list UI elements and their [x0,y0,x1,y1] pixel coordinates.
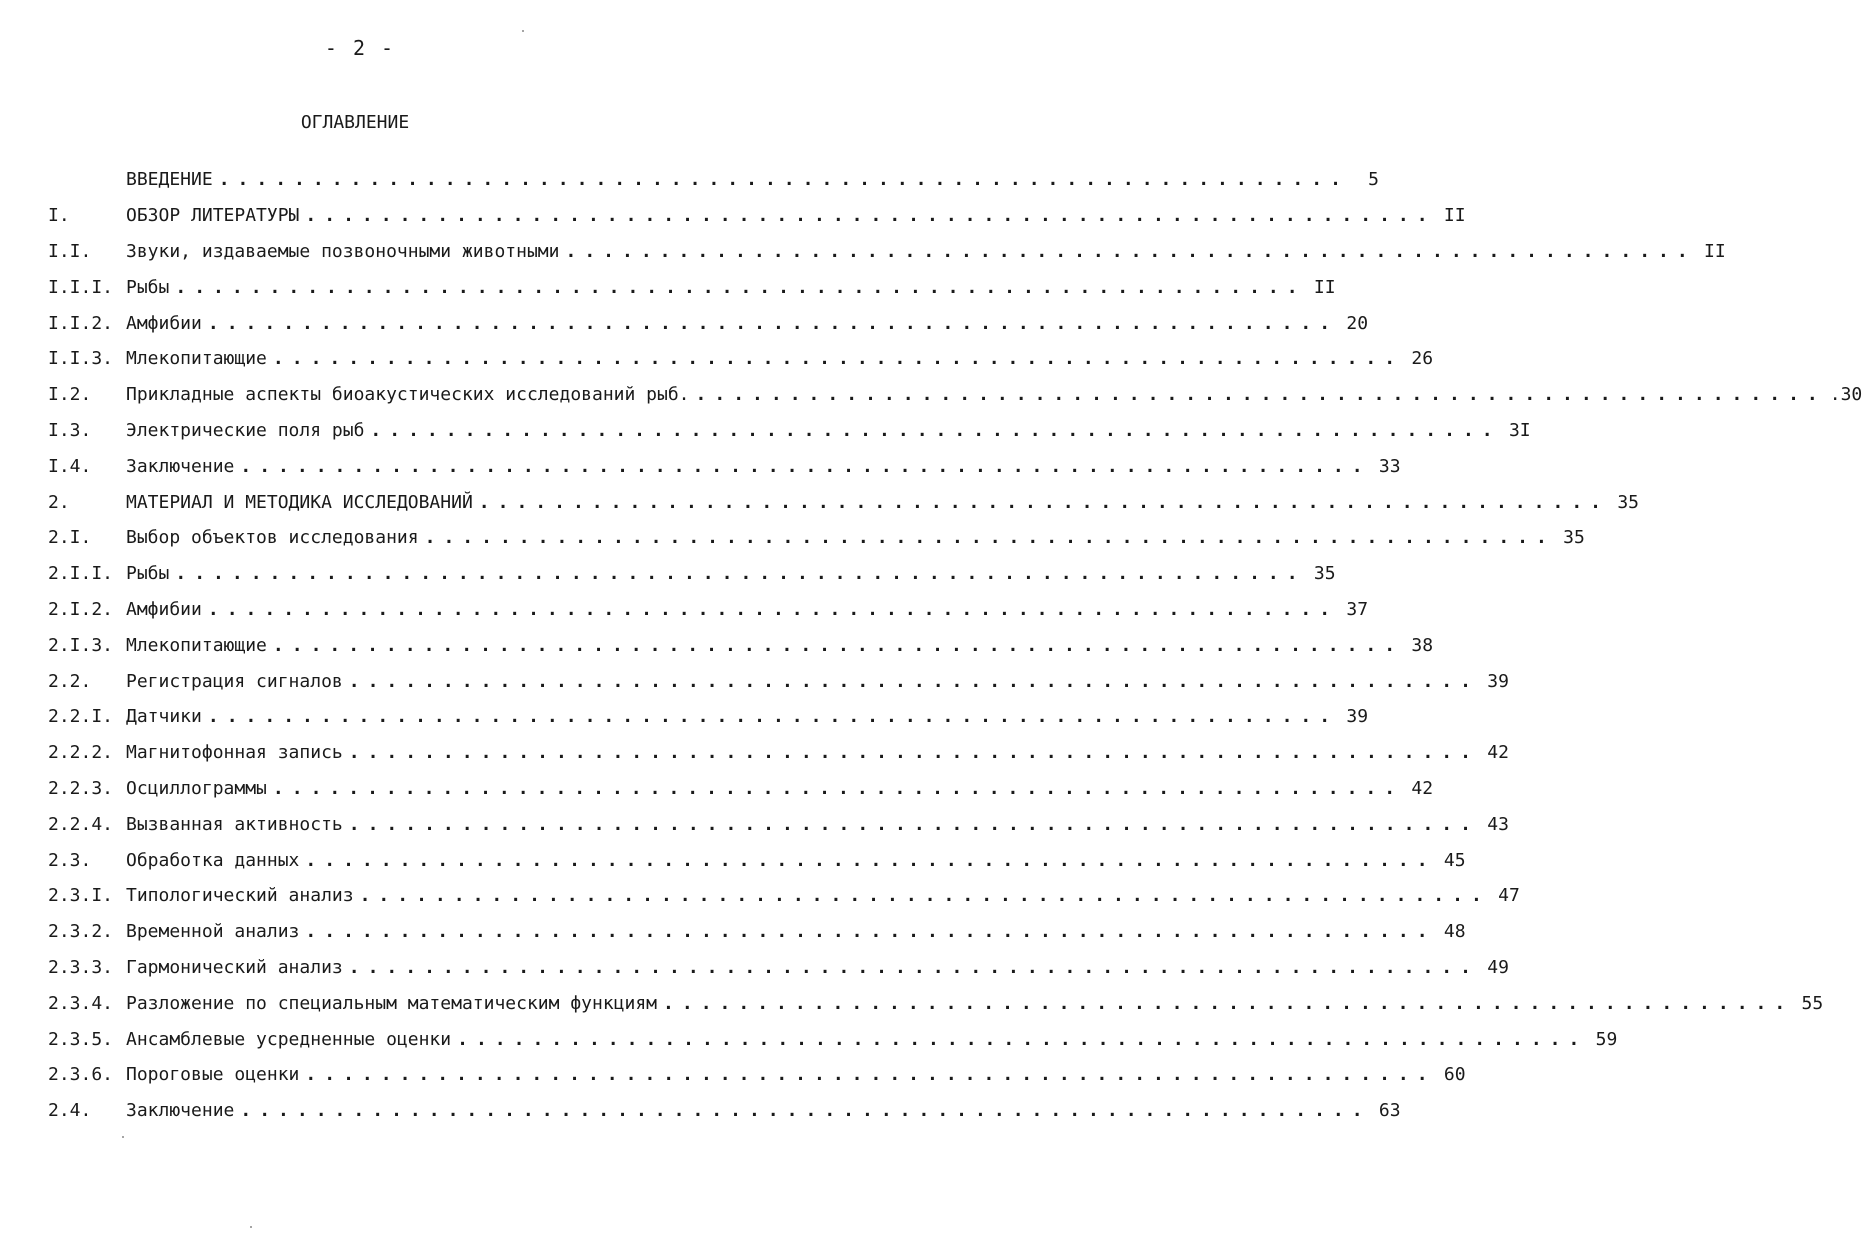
toc-entry [48,771,1434,807]
toc-entry-title: Датчики [126,706,202,728]
toc-entry-title: Рыбы [126,276,170,298]
toc-entry-title: Обработка данных [126,849,300,871]
dot-leader: ............................................................ [565,240,1696,262]
toc-entry-page: 42 [1411,777,1434,799]
toc-entry-page: 48 [1443,921,1466,943]
toc-entry-number: I.4. [48,455,92,477]
scan-speck [250,1226,252,1228]
toc-entry [48,735,1509,771]
toc-entry-page: 43 [1487,813,1509,835]
toc-entry-page: 60 [1443,1064,1466,1086]
toc-entry-number: 2.2.4. [48,813,114,835]
toc-entry-page: II [1443,205,1466,227]
toc-entry-page: 38 [1411,634,1434,656]
toc-entry [48,377,1862,413]
toc-entry-page: 59 [1595,1028,1618,1050]
toc-entry [48,341,1434,377]
toc-entry-number: 2.3.6. [48,1064,114,1086]
toc-entry [48,592,1369,628]
toc-entry-title: Пороговые оценки [126,1064,300,1086]
toc-entry [48,198,1466,234]
page-title: ОГЛАВЛЕНИЕ [300,112,410,133]
toc-entry-number: 2.3.5. [48,1028,114,1050]
toc-entry-title: Вызванная активность [126,813,343,835]
toc-entry-title: Млекопитающие [126,348,267,370]
toc-entry-title: Выбор объектов исследования [126,527,419,549]
dot-leader: ............................................................ [175,276,1306,298]
toc-entry-title: Гармонический анализ [126,956,343,978]
toc-entry-number: 2.I.2. [48,598,114,620]
scan-speck [122,1136,124,1138]
toc-entry-number: 2.I. [48,527,92,549]
toc-entry-title: Регистрация сигналов [126,670,343,692]
toc-entry [48,914,1466,950]
toc-entry [48,1093,1401,1129]
dot-leader: ............................................................ [348,956,1479,978]
toc-entry-title: Звуки, издаваемые позвоночными животными [126,240,560,262]
toc-entry-page: 39 [1346,706,1369,728]
dot-leader: ............................................................ [424,527,1555,549]
toc-entry-page: 37 [1346,598,1369,620]
toc-entry-title: Прикладные аспекты биоакустических исследований рыб. [126,384,690,406]
dot-leader: ............................................................ [272,634,1404,656]
toc-entry-title: МАТЕРИАЛ И МЕТОДИКА ИССЛЕДОВАНИЙ [126,491,473,513]
dot-leader: ............................................................ [478,491,1609,513]
toc-entry-number: I.I.I. [48,276,114,298]
toc-entry-page: 35 [1563,527,1585,549]
toc-entry-page: 26 [1411,348,1434,370]
dot-leader: ............................................................ [348,742,1479,764]
toc-entry-page: 3I [1508,419,1531,441]
toc-entry [48,878,1520,914]
dot-leader: ............................................................ [207,706,1339,728]
toc-entry-number: 2.3.I. [48,885,114,907]
toc-entry-page: II [1313,276,1336,298]
toc-entry-title: Ансамблевые усредненные оценки [126,1028,452,1050]
toc-entry-number: I.I.2. [48,312,114,334]
toc-entry-page: 35 [1313,563,1336,585]
toc-entry [48,663,1509,699]
toc-entry-title: Млекопитающие [126,634,267,656]
toc-entry-number: 2.I.3. [48,634,114,656]
toc-entry [48,413,1531,449]
toc-entry-title: Разложение по специальным математическим функциям [126,992,658,1014]
dot-leader: ............................................................ [207,312,1339,334]
toc-entry [48,985,1824,1021]
toc-entry-number: I.I. [48,240,92,262]
dot-leader: ............................................................ [305,921,1436,943]
page-number: - 2 - [324,36,396,60]
toc-entry [48,1057,1466,1093]
toc-entry-title: ОБЗОР ЛИТЕРАТУРЫ [126,205,300,227]
toc-entry-number: I.3. [48,419,92,441]
dot-leader: ............................................................ [305,205,1436,227]
toc-entry-page: 35 [1617,491,1639,513]
toc-entry-page: 55 [1801,992,1824,1014]
toc-entry-title: Временной анализ [126,921,300,943]
dot-leader: ............................................................ [348,670,1479,692]
toc-entry [48,627,1434,663]
dot-leader: ............................................................ [175,563,1306,585]
toc-entry [48,269,1336,305]
toc-entry-number: 2.2.2. [48,742,114,764]
toc-entry-number: I. [48,205,70,227]
toc-entry-title: Заключение [126,455,235,477]
toc-entry-number: 2.3. [48,849,92,871]
toc-entry-title: Амфибии [126,312,202,334]
toc-entry-page: II [1704,240,1726,262]
toc-entry [48,1021,1618,1057]
toc-entry-number: 2.4. [48,1100,92,1122]
toc-entry-number: 2.2.I. [48,706,114,728]
toc-entry-number: 2.3.4. [48,992,114,1014]
toc-entry [48,484,1639,520]
toc-entry-title: Типологический анализ [126,885,354,907]
toc-entry-title: Электрические поля рыб [126,419,365,441]
dot-leader: ............................................................ [305,1064,1436,1086]
toc-entry-page: 39 [1487,670,1509,692]
toc-entry-title: Заключение [126,1100,235,1122]
toc-entry-number: 2.I.I. [48,563,114,585]
dot-leader: ............................................................ [240,455,1371,477]
toc-entry-page: 49 [1487,956,1509,978]
toc-entry-number: 2.2. [48,670,92,692]
dot-leader: ............................................................ [359,885,1490,907]
toc-entry [48,950,1509,986]
dot-leader: ............................................................ [695,384,1826,406]
toc-entry [48,448,1401,484]
toc-entry-page: 33 [1378,455,1401,477]
dot-leader: ............................................................ [272,348,1404,370]
toc-entry-page: 45 [1443,849,1466,871]
toc-entry [48,305,1369,341]
toc-entry [48,556,1336,592]
toc-entry-number: 2.2.3. [48,777,114,799]
toc-entry [48,842,1466,878]
table-of-contents [48,162,1862,1129]
toc-entry [48,699,1369,735]
toc-entry-number: 2. [48,491,70,513]
toc-entry-number: 2.3.3. [48,956,114,978]
toc-entry [48,162,1379,198]
toc-entry-page: .30 [1829,384,1862,406]
toc-entry [48,520,1585,556]
toc-entry-page: 42 [1487,742,1509,764]
dot-leader: ............................................................ [348,813,1479,835]
dot-leader: ............................................................ [663,992,1794,1014]
toc-entry-number: 2.3.2. [48,921,114,943]
toc-entry-title: Рыбы [126,563,170,585]
dot-leader: ............................................................ [240,1100,1371,1122]
dot-leader: ............................................................ [207,598,1339,620]
toc-entry-title: Магнитофонная запись [126,742,343,764]
toc-entry [48,234,1726,270]
dot-leader: ............................................................ [218,169,1349,191]
toc-entry-page: 63 [1378,1100,1401,1122]
toc-entry-title: Амфибии [126,598,202,620]
toc-entry-page: 5 [1368,169,1379,191]
dot-leader: ............................................................ [457,1028,1588,1050]
dot-leader: ............................................................ [370,419,1501,441]
toc-entry-number: I.2. [48,384,92,406]
toc-entry-page: 47 [1498,885,1520,907]
toc-entry [48,806,1509,842]
toc-entry-page: 20 [1346,312,1369,334]
dot-leader: ............................................................ [305,849,1436,871]
toc-entry-title: Осциллограммы [126,777,267,799]
dot-leader: ............................................................ [272,777,1404,799]
toc-entry-number: I.I.3. [48,348,114,370]
scan-speck [522,30,524,32]
toc-entry-title: ВВЕДЕНИЕ [126,169,213,191]
